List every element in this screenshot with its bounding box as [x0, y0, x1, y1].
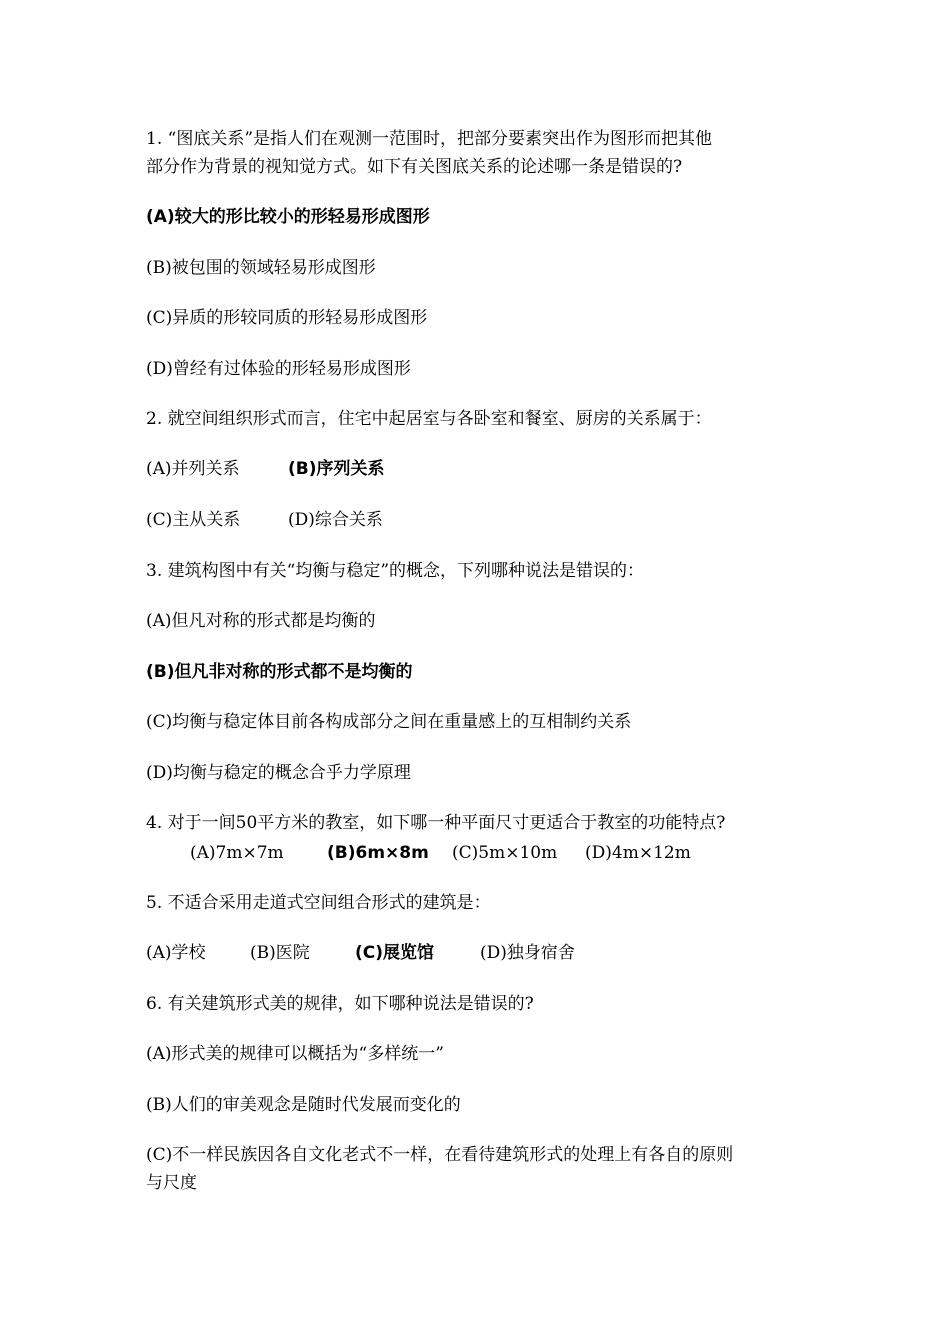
question-4-option-b: (B)6m×8m [327, 843, 429, 863]
question-1-option-c: (C)异质的形较同质的形轻易形成图形 [146, 308, 428, 328]
question-1-option-a: (A)较大的形比较小的形轻易形成图形 [146, 207, 430, 227]
question-3-option-b: (B)但凡非对称的形式都不是均衡的 [146, 662, 413, 682]
question-3-option-a: (A)但凡对称的形式都是均衡的 [146, 611, 376, 631]
question-3-option-c: (C)均衡与稳定体目前各构成部分之间在重量感上的互相制约关系 [146, 712, 632, 732]
question-6-option-b: (B)人们的审美观念是随时代发展而变化的 [146, 1095, 461, 1115]
question-3-option-d: (D)均衡与稳定的概念合乎力学原理 [146, 763, 411, 783]
question-1-stem-line2: 部分作为背景的视知觉方式。如下有关图底关系的论述哪一条是错误的? [146, 157, 683, 177]
question-4-option-c: (C)5m×10m [452, 843, 558, 863]
question-3-stem: 3. 建筑构图中有关“均衡与稳定”的概念，下列哪种说法是错误的： [146, 561, 645, 581]
question-1-option-d: (D)曾经有过体验的形轻易形成图形 [146, 359, 411, 379]
question-6-option-c: (C)不一样民族因各自文化老式不一样，在看待建筑形式的处理上有各自的原则 [146, 1145, 734, 1165]
question-6-option-a: (A)形式美的规律可以概括为“多样统一” [146, 1044, 444, 1064]
question-2-option-d: (D)综合关系 [288, 510, 383, 530]
question-2-option-c: (C)主从关系 [146, 510, 241, 530]
question-6-stem: 6. 有关建筑形式美的规律，如下哪种说法是错误的? [146, 994, 534, 1014]
question-5-option-d: (D)独身宿舍 [480, 943, 575, 963]
question-1-stem-line1: 1. “图底关系”是指人们在观测一范围时，把部分要素突出作为图形而把其他 [146, 129, 713, 149]
question-4-option-d: (D)4m×12m [585, 843, 691, 863]
question-5-stem: 5. 不适合采用走道式空间组合形式的建筑是： [146, 893, 491, 913]
question-2-stem: 2. 就空间组织形式而言，住宅中起居室与各卧室和餐室、厨房的关系属于： [146, 409, 712, 429]
question-5-option-a: (A)学校 [146, 943, 206, 963]
question-1-option-b: (B)被包围的领域轻易形成图形 [146, 258, 376, 278]
question-2-option-a: (A)并列关系 [146, 459, 240, 479]
question-4-stem: 4. 对于一间50平方米的教室，如下哪一种平面尺寸更适合于教室的功能特点? [146, 813, 726, 833]
question-5-option-b: (B)医院 [250, 943, 310, 963]
question-4-option-a: (A)7m×7m [190, 843, 284, 863]
question-6-option-c-continued: 与尺度 [146, 1173, 197, 1193]
question-5-option-c: (C)展览馆 [355, 943, 435, 963]
question-2-option-b: (B)序列关系 [288, 459, 385, 479]
